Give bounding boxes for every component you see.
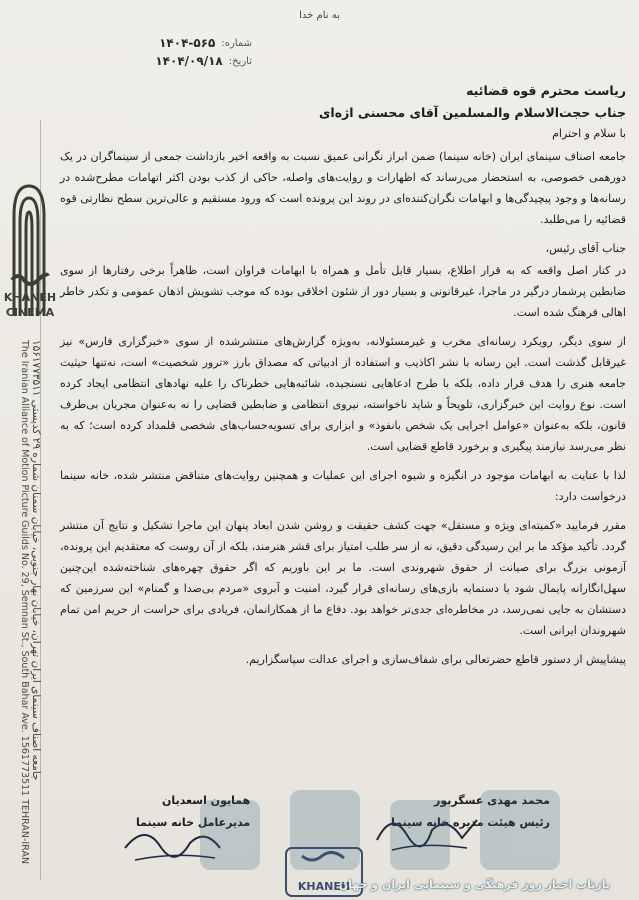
letter-date-label: تاریخ:: [228, 55, 252, 67]
paragraph-6: پیشاپیش از دستور قاطع حضرتعالی برای شفاف‌سازی و اجرای عدالت سپاسگزاریم.: [245, 653, 626, 666]
letterhead-address-fa: جامعه اصناف سینمای ایران تهران، خیابان بهار جنوبی، خیابان سمنان شماره ۲۹ کدپستی ۱۵۶۱۷۷۳۵۱۱: [30, 340, 42, 781]
signatory-name-chairman: محمد مهدی عسگرپور: [434, 794, 550, 807]
salutation: با سلام و احترام: [552, 127, 626, 140]
letter-number-value: ۱۴۰۴-۵۶۵: [159, 36, 216, 50]
addressee-line-2: جناب حجت‌الاسلام والمسلمین آقای محسنی اژه‌ای: [318, 105, 626, 120]
logo-wordmark-line2: CINEMA: [5, 306, 55, 319]
letterhead-address: [18, 340, 42, 880]
signatory-title-ceo: مدیرعامل خانه سینما: [136, 816, 251, 829]
signatory-name-ceo: همایون اسعدیان: [162, 794, 251, 807]
organization-stamp-icon: [282, 844, 366, 900]
stamp-text: KHANEH: [297, 880, 351, 893]
letter-date-row: [112, 52, 252, 70]
handwritten-signature-ceo-icon: [120, 818, 230, 868]
paragraph-5: مقرر فرمایید «کمیته‌ای ویژه و مستقل» جهت کشف حقیقت و روشن شدن ابعاد پنهان این ماجرا تشکیل و نتایج آن منتشر گردد. تأکید مؤکد ما بر این رسیدگی دقیق، نه از سر طلب امتیاز برای قشر هنرمند، بلکه از آن روست که معتقدیم این پرونده، آزمونی بزرگ برای صیانت از حقوق شهروندی است. ما بر این باوریم که اگر حقوق چهره‌های شناخته‌شده این‌چنین سهل‌انگارانه پایمال شود یا دستمایه بازی‌های رسانه‌ای قرار گیرد، امنیت و آبروی «مردم بی‌صدا و گمنام» این سرزمین که دستشان به جایی نمی‌رسد، در مخاطره‌ای جدی‌تر خواهد بود. دفاع ما از همکارانمان، فریادی برای حراست از حریم امن تمام شهروندان ایرانی است.: [60, 519, 626, 637]
watermark-caption: بازتاب اخبار روز فرهنگی و سینمایی ایران و جهان: [338, 878, 610, 891]
logo-wordmark-line1: KHANEH: [3, 291, 57, 304]
paragraph-4: لذا با عنایت به ابهامات موجود در انگیزه و شیوه اجرای این عملیات و همچنین روایت‌های متناقض منتشر شده، خانه سینما درخواست دارد:: [60, 469, 626, 503]
paragraph-2: در کنار اصل واقعه که به قرار اطلاع، بسیار قابل تأمل و همراه با ابهامات فراوان است، ظاهراً برخی رفتارها از سوی ضابطین پرشمار درگیر در ماجرا، غیرقانونی و بسیار دور از شئون اخلاقی بوده که موجب تشویش اذهان عمومی و تکدر خاطر اهالی فرهنگ شده است.: [60, 264, 626, 319]
letter-number-label: شماره:: [221, 37, 252, 49]
letter-body: [60, 80, 626, 678]
letterhead-address-en: The Iranian Alliance of Motion Picture Guilds No. 29, Semnan St., South Bahar Ave. 1561773511 TEHRAN-IRAN: [19, 340, 30, 865]
paragraph-3: از سوی دیگر، رویکرد رسانه‌ای مخرب و غیرمسئولانه، به‌ویژه گزارش‌های منتشرشده از سوی «خبرگزاری فارس» نیز غیرقابل گذشت است. این رسانه با نشر اکاذیب و استفاده از ادبیاتی که مصداق بارز «ترور شخصیت» است، نه‌تنها حیثیت جامعه هنری را هدف قرار داده، بلکه با طرح ادعاهایی نسنجیده، شائبه‌هایی خطرناک را علیه نهادهای انتظامی ایجاد کرده است. نوع روایت این خبرگزاری، تلویحاً و شاید ناخواسته، نیروی انتظامی و ضابطین قضایی را نه به‌عنوان مجریان بی‌طرف قانون، بلکه به‌عنوان «عوامل اجرایی یک شخص بانفوذ» و ابزاری برای تسویه‌حساب‌های شخصی قلمداد کرده است؛ که به نظر می‌رسد نیازمند پیگیری و برخورد قاطع قضایی است.: [60, 335, 626, 453]
signatory-title-chairman: رئیس هیئت مدیره خانه سینما: [391, 816, 550, 829]
paragraph-1: جامعه اصناف سینمای ایران (خانه سینما) ضمن ابراز نگرانی عمیق نسبت به واقعه اخیر بازداشت جمعی از سینماگران در یک دورهمی خصوصی، به استحضار می‌رساند که اظهارات و روایت‌های واصله، حاکی از کذب بودن اکثر اتهامات مطرح‌شده در رسانه‌ها و وجود پیچیدگی‌ها و ابهامات نگران‌کننده‌ای در روند این پرونده است که ورود مستقیم و عالی‌ترین سطح نظارتی قوه قضائیه را می‌طلبد.: [60, 150, 626, 226]
addressee-line-1: ریاست محترم قوه قضائیه: [466, 83, 626, 98]
letter-date-value: ۱۴۰۴/۰۹/۱۸: [155, 54, 223, 68]
logo-wordmark: [2, 290, 58, 320]
letter-number-row: [112, 34, 252, 52]
handwritten-signature-chairman-icon: [372, 800, 482, 860]
bismillah-heading: به نام خدا: [299, 10, 340, 21]
paragraph-heading: جناب آقای رئیس،: [545, 242, 626, 255]
letter-metadata: [112, 34, 252, 70]
